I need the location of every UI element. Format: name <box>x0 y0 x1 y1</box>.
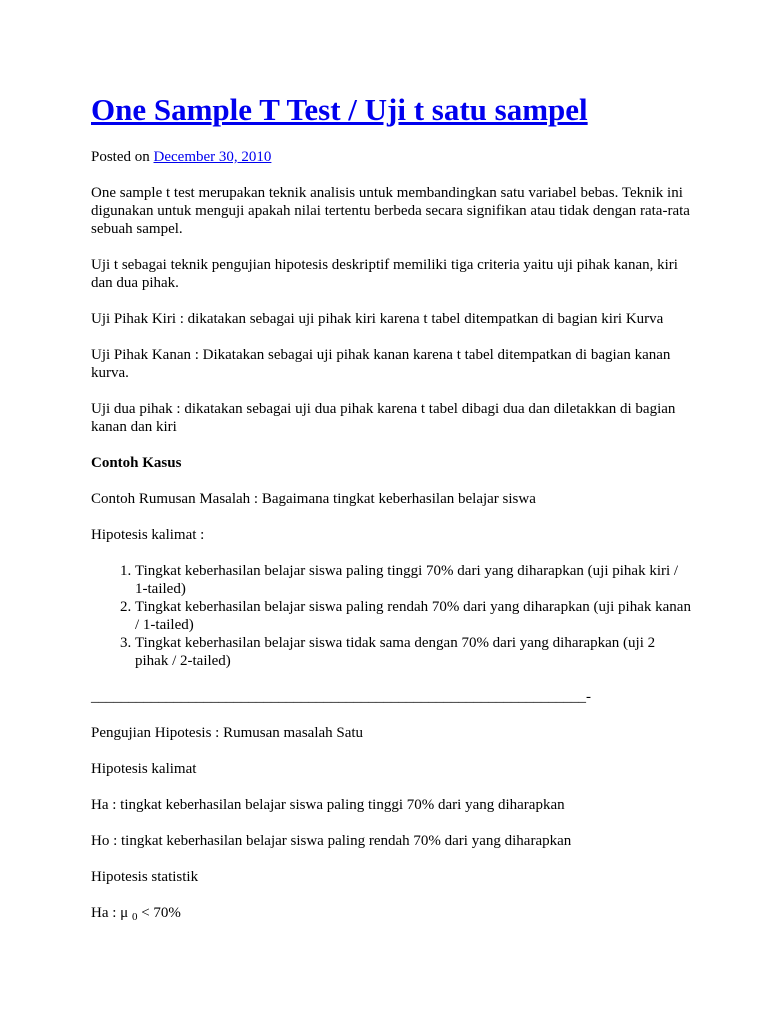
list-item: 1. Tingkat keberhasilan belajar siswa paling tinggi 70% dari yang diharapkan (uji pihak kiri / 1-tailed) <box>135 562 691 598</box>
ha-sentence: Ha : tingkat keberhasilan belajar siswa paling tinggi 70% dari yang diharapkan <box>91 797 565 813</box>
ho-sentence: Ho : tingkat keberhasilan belajar siswa paling rendah 70% dari yang diharapkan <box>91 833 572 849</box>
list-item: 2. Tingkat keberhasilan belajar siswa paling rendah 70% dari yang diharapkan (uji pihak kanan / 1-tailed) <box>135 598 691 634</box>
right-tail-paragraph: Uji Pihak Kanan : Dikatakan sebagai uji pihak kanan karena t tabel ditempatkan di bagian kanan kurva. <box>91 347 671 381</box>
page-title <box>91 90 691 130</box>
posted-prefix: Posted on <box>91 149 154 165</box>
intro-paragraph: One sample t test merupakan teknik analisis untuk membandingkan satu variabel bebas. Teknik ini digunakan untuk menguji apakah nilai tertentu berbeda secara signifikan atau tidak dengan rata-rata sebuah sampel. <box>91 185 690 237</box>
hypothesis-sentence-label: Hipotesis kalimat <box>91 761 197 777</box>
ha-stat-subscript: 0 <box>131 911 138 923</box>
left-tail-paragraph: Uji Pihak Kiri : dikatakan sebagai uji pihak kiri karena t tabel ditempatkan di bagian kiri Kurva <box>91 311 664 327</box>
article <box>91 90 691 926</box>
case-heading: Contoh Kasus <box>91 455 182 471</box>
testing-heading: Pengujian Hipotesis : Rumusan masalah Satu <box>91 725 364 741</box>
list-item: 3. Tingkat keberhasilan belajar siswa tidak sama dengan 70% dari yang diharapkan (uji 2 pihak / 2-tailed) <box>135 634 691 670</box>
hypothesis-list <box>91 562 691 670</box>
divider-line: __________________________________________________________________- <box>91 689 591 705</box>
post-meta <box>91 148 691 166</box>
statistical-label: Hipotesis statistik <box>91 869 199 885</box>
post-date-link[interactable]: December 30, 2010 <box>153 149 272 165</box>
title-link[interactable]: One Sample T Test / Uji t satu sampel <box>91 92 588 127</box>
ha-stat-prefix: Ha : μ <box>91 905 132 921</box>
criteria-paragraph: Uji t sebagai teknik pengujian hipotesis deskriptif memiliki tiga criteria yaitu uji pihak kanan, kiri dan dua pihak. <box>91 257 678 291</box>
ha-stat-suffix: < 70% <box>137 905 181 921</box>
two-tail-paragraph: Uji dua pihak : dikatakan sebagai uji dua pihak karena t tabel dibagi dua dan diletakkan di bagian kanan dan kiri <box>91 401 676 435</box>
ha-statistic <box>91 904 691 926</box>
hypothesis-label: Hipotesis kalimat : <box>91 527 205 543</box>
problem-statement: Contoh Rumusan Masalah : Bagaimana tingkat keberhasilan belajar siswa <box>91 491 536 507</box>
